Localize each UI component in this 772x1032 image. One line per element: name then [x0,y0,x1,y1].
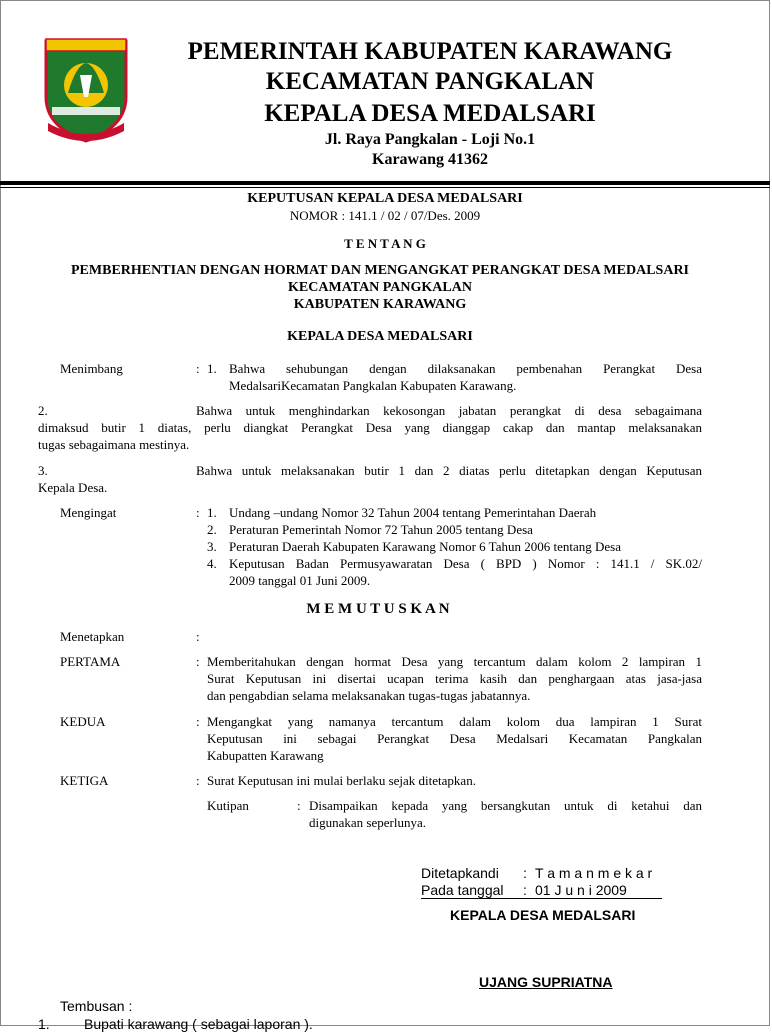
menimbang-item2-line3: tugas sebagaimana mestinya. [38,437,190,452]
mengingat-item4-continuation: 2009 tanggal 01 Juni 2009. [229,573,371,588]
letterhead-city: Karawang 41362 [372,151,488,168]
mengingat-item2-number: 2. [207,522,217,537]
header-divider-thin [0,187,770,188]
decree-subject-line3: KABUPATEN KARAWANG [293,297,467,312]
menimbang-colon: : [196,361,200,376]
tembusan-item1-text: Bupati karawang ( sebagai laporan ). [84,1016,313,1032]
mengingat-colon: : [196,505,200,520]
mengingat-item1-text: Undang –undang Nomor 32 Tahun 2004 tentang Pemerintahan Daerah [229,505,597,520]
tembusan-label: Tembusan : [60,998,133,1014]
pertama-line3: dan pengabdian selama melaksanakan tugas-tugas jabatannya. [207,688,531,703]
pertama-colon: : [196,654,200,669]
kedua-label: KEDUA [60,714,106,729]
kedua-line1: Mengangkat yang namanya tercantum dalam kolom dua lampiran 1 Surat [207,714,702,729]
menetapkan-colon: : [196,629,200,644]
letterhead-line1: PEMERINTAH KABUPATEN KARAWANG [187,38,673,65]
mengingat-item4-number: 4. [207,556,217,571]
header-divider-thick [0,181,770,185]
menimbang-item3-line1: Bahwa untuk melaksanakan butir 1 dan 2 diatas perlu ditetapkan dengan Keputusan [196,463,702,478]
kutipan-line2: digunakan seperlunya. [309,815,426,830]
decree-about: T E N T A N G [344,236,426,251]
menimbang-item3-number: 3. [38,463,48,478]
menimbang-item1-line2: MedalsariKecamatan Pangkalan Kabupaten Karawang. [229,378,517,393]
menimbang-label: Menimbang [60,361,123,376]
mengingat-item4-text: Keputusan Badan Permusyawaratan Desa ( BPD ) Nomor : 141.1 / SK.02/ [229,556,702,571]
pertama-label: PERTAMA [60,654,121,669]
kedua-line2: Keputusan ini sebagai Perangkat Desa Medalsari Kecamatan Pangkalan [207,731,702,746]
menimbang-item2-number: 2. [38,403,48,418]
mengingat-item2-text: Peraturan Pemerintah Nomor 72 Tahun 2005 tentang Desa [229,522,533,537]
menimbang-item3-line2: Kepala Desa. [38,480,108,495]
menimbang-item2-line2: dimaksud butir 1 diatas, perlu diangkat Perangkat Desa yang dianggap cakap dan mantap melaksanakan [38,420,702,435]
mengingat-item3-text: Peraturan Daerah Kabupaten Karawang Nomor 6 Tahun 2006 tentang Desa [229,539,621,554]
signature-place-label: Ditetapkandi [421,865,499,881]
ketiga-label: KETIGA [60,773,109,788]
mengingat-item3-number: 3. [207,539,217,554]
signature-place-colon: : [523,865,527,881]
menimbang-item1-number: 1. [207,361,217,376]
signature-date-label: Pada tanggal [421,882,504,898]
signature-date-underline [421,898,662,899]
karawang-emblem-icon [40,35,132,147]
menimbang-item2-line1: Bahwa untuk menghindarkan kekosongan jabatan perangkat di desa sebagaimana [196,403,702,418]
kutipan-line1: Disampaikan kepada yang bersangkutan untuk di ketahui dan [309,798,702,813]
kutipan-colon: : [297,798,301,813]
decree-issuer: KEPALA DESA MEDALSARI [287,329,473,344]
pertama-line1: Memberitahukan dengan hormat Desa yang tercantum dalam kolom 2 lampiran 1 [207,654,702,669]
tembusan-item1-number: 1. [38,1016,50,1032]
kedua-line3: Kabupatten Karawang [207,748,324,763]
signature-date-value: 01 J u n i 2009 [535,882,627,898]
mengingat-label: Mengingat [60,505,117,520]
memutuskan-heading: M E M U T U S K A N [306,601,450,617]
letterhead-line2: KECAMATAN PANGKALAN [265,68,595,95]
decree-subject-line2: KECAMATAN PANGKALAN [288,280,472,295]
menetapkan-label: Menetapkan [60,629,125,644]
decree-subject-line1: PEMBERHENTIAN DENGAN HORMAT DAN MENGANGKAT PERANGKAT DESA MEDALSARI [71,263,689,278]
signature-title: KEPALA DESA MEDALSARI [450,907,636,923]
ketiga-line1: Surat Keputusan ini mulai berlaku sejak ditetapkan. [207,773,476,788]
signature-date-colon: : [523,882,527,898]
kedua-colon: : [196,714,200,729]
mengingat-item1-number: 1. [207,505,217,520]
signature-name: UJANG SUPRIATNA [479,974,613,990]
ketiga-colon: : [196,773,200,788]
kutipan-label: Kutipan [207,798,249,813]
decree-number: NOMOR : 141.1 / 02 / 07/Des. 2009 [289,208,481,223]
signature-place-value: T a m a n m e k a r [535,865,653,881]
decree-title: KEPUTUSAN KEPALA DESA MEDALSARI [247,191,523,206]
menimbang-item1-line1: Bahwa sehubungan dengan dilaksanakan pembenahan Perangkat Desa [229,361,702,376]
letterhead-address: Jl. Raya Pangkalan - Loji No.1 [324,131,536,148]
letterhead-line3: KEPALA DESA MEDALSARI [264,100,596,127]
pertama-line2: Surat Keputusan ini disertai ucapan terima kasih dan penghargaan atas jasa-jasa [207,671,702,686]
